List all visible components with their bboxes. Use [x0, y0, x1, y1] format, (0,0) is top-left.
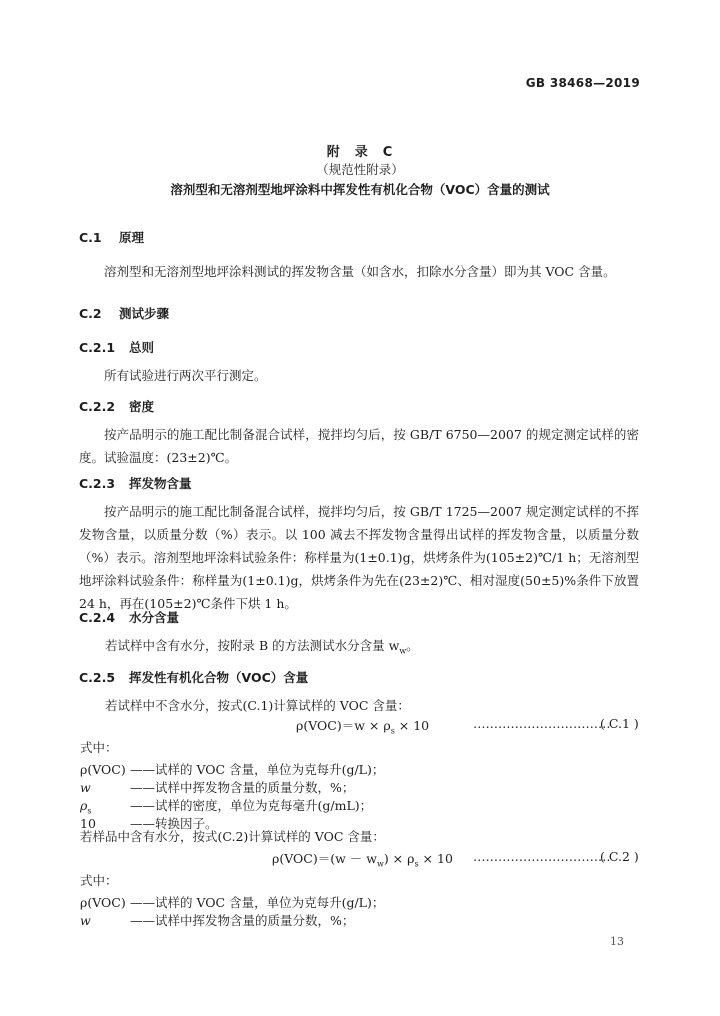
- variable-symbol: 10: [80, 816, 96, 831]
- formula-c2: $\rho(VOC)=(w - w_w) \times \rho_s \times 10$: [272, 851, 453, 869]
- variable-description: ——试样中挥发物含量的质量分数，%；: [130, 780, 355, 795]
- variable-description: ——试样的 VOC 含量，单位为克每升(g/L)；: [130, 762, 385, 777]
- formula-c1-leader: ……………………………: [473, 716, 611, 731]
- variable-symbol: w: [80, 913, 91, 928]
- section-number: C.2.4: [79, 610, 116, 625]
- variable-subscript: s: [87, 806, 92, 816]
- c23-text: 按产品明示的施工配比制备混合试样，搅拌均匀后，按 GB/T 1725—2007 规定测定试样的不挥发物含量，以质量分数（%）表示。以 100 减去不挥发物含量得出试样的挥发物含量，以质量分数（%）表示。溶剂型地坪涂料试验条件：称样量为(1±0.1)g，烘烤条件为(105±2)℃/1 h；无溶剂型地坪涂料试验条件：称样量为(1±0.1)g，烘烤条件为先在(23±2)℃、相对湿度(50±5)%条件下放置 24 h，再在(105±2)℃条件下烘 1 h。: [79, 504, 639, 611]
- section-title: 测试步骤: [119, 306, 170, 321]
- standard-number: GB 38468—2019: [525, 76, 640, 90]
- variable-description: ——试样的密度，单位为克每毫升(g/mL)；: [130, 798, 373, 813]
- c25-intro1: 若试样中不含水分，按式(C.1)计算试样的 VOC 含量：: [105, 698, 410, 713]
- section-number: C.2.2: [79, 399, 116, 414]
- section-number: C.2.1: [79, 340, 116, 355]
- variable-symbol: w: [80, 780, 91, 795]
- c24-text: 若试样中含有水分，按附录 B 的方法测试水分含量 $w_w$。: [105, 638, 419, 656]
- variable-symbol: ρ(VOC): [80, 895, 126, 910]
- section-heading-c22: [79, 397, 154, 415]
- appendix-title: 溶剂型和无溶剂型地坪涂料中挥发性有机化合物（VOC）含量的测试: [170, 182, 550, 197]
- formula-c2-leader: ……………………………: [473, 849, 611, 864]
- section-heading-c25: [79, 668, 308, 686]
- section-heading-c23: [79, 474, 192, 492]
- c25-intro2: 若样品中含有水分，按式(C.2)计算试样的 VOC 含量：: [80, 829, 385, 844]
- variable-description: ——试样的 VOC 含量，单位为克每升(g/L)；: [130, 895, 385, 910]
- section-title: 密度: [129, 399, 155, 414]
- variable-description: ——转换因子。: [130, 816, 218, 831]
- section-heading-c1: [79, 228, 144, 246]
- section-number: C.1: [79, 230, 102, 245]
- subscript: w: [399, 646, 407, 656]
- appendix-normative: （规范性附录）: [316, 162, 404, 177]
- formula-c1: $\rho(VOC)=w \times \rho_s \times 10$: [296, 718, 430, 736]
- variable-description: ——试样中挥发物含量的质量分数，%；: [130, 913, 355, 928]
- formula-c2-label: ( C.2 ): [600, 849, 639, 864]
- section-title: 总则: [129, 340, 155, 355]
- c22-text: 按产品明示的施工配比制备混合试样，搅拌均匀后，按 GB/T 6750—2007 的规定测定试样的密度。试验温度：(23±2)℃。: [79, 427, 639, 465]
- section-number: C.2.5: [79, 670, 116, 685]
- variable-definition: [80, 911, 354, 929]
- section-heading-c24: [79, 608, 179, 626]
- section-title: 水分含量: [129, 610, 180, 625]
- section-heading-c21: [79, 338, 154, 356]
- variable-definition: [80, 760, 384, 778]
- section-number: C.2: [79, 306, 102, 321]
- appendix-label: 附 录 C: [326, 145, 394, 160]
- page-number: 13: [610, 935, 624, 948]
- where-label-1: 式中：: [80, 740, 118, 755]
- variable-symbol: ρ(VOC): [80, 762, 126, 777]
- c1-text: 溶剂型和无溶剂型地坪涂料测试的挥发物含量（如含水，扣除水分含量）即为其 VOC 含量。: [104, 264, 616, 279]
- section-title: 挥发物含量: [129, 476, 192, 491]
- where-label-2: 式中：: [80, 873, 118, 888]
- section-title: 原理: [119, 230, 145, 245]
- variable-symbol: ρ: [80, 798, 88, 813]
- c21-text: 所有试验进行两次平行测定。: [104, 368, 267, 383]
- variable-definition: [80, 778, 354, 796]
- formula-c1-label: ( C.1 ): [600, 716, 639, 731]
- section-number: C.2.3: [79, 476, 116, 491]
- variable-definition: [80, 796, 372, 816]
- variable-definition: [80, 893, 384, 911]
- section-heading-c2: [79, 304, 169, 322]
- section-title: 挥发性有机化合物（VOC）含量: [129, 670, 309, 685]
